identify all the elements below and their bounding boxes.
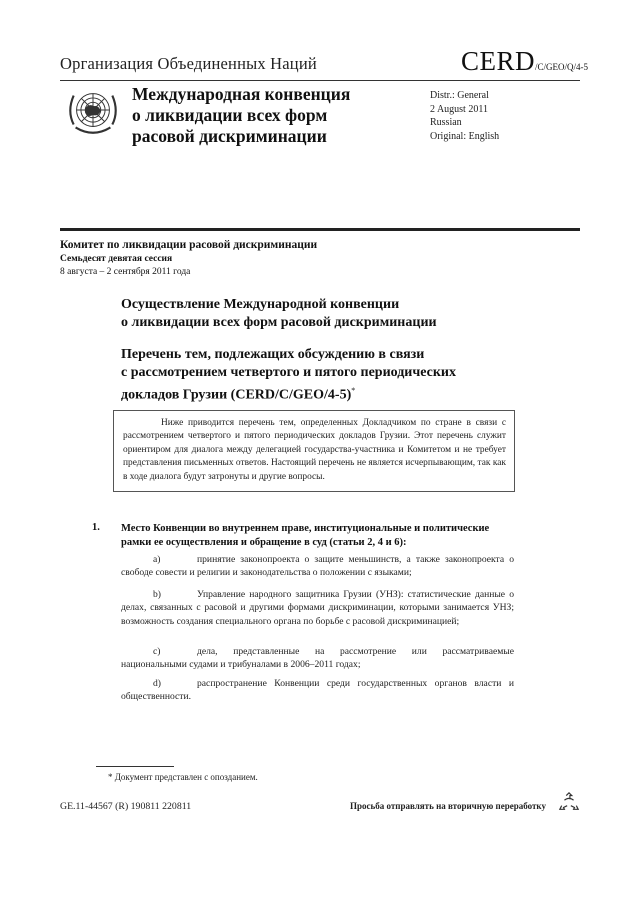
- distr-line: Distr.: General: [430, 90, 489, 101]
- committee-block: [60, 238, 317, 279]
- original-line: Original: English: [430, 130, 500, 142]
- list-item: [121, 677, 514, 704]
- job-number: GE.11-44567 (R) 190811 220811: [60, 801, 192, 812]
- header-rule: [60, 80, 580, 81]
- footnote-mark[interactable]: *: [351, 386, 356, 395]
- convention-title-line: о ликвидации всех форм: [132, 105, 328, 125]
- footnote: * Документ представлен с опозданием.: [108, 772, 258, 782]
- item-label: b): [153, 589, 161, 600]
- item-label: c): [153, 646, 161, 657]
- sub-heading-line: с рассмотрением четвертого и пятого периодических: [121, 365, 457, 380]
- item-label: a): [153, 554, 161, 565]
- organization-name: Организация Объединенных Наций: [60, 54, 317, 73]
- item-text: дела, представленные на рассмотрение или рассматриваемые национальными судами и трибуналами в 2006–2011 годах;: [121, 646, 514, 671]
- committee-name: Комитет по ликвидации расовой дискриминации: [60, 239, 318, 251]
- recycle-icon: [558, 791, 580, 813]
- list-item: [121, 645, 514, 672]
- sub-heading: [121, 346, 456, 405]
- main-heading-line: о ликвидации всех форм расовой дискриминации: [121, 315, 437, 330]
- sub-heading-line: Перечень тем, подлежащих обсуждению в связи: [121, 347, 425, 362]
- note-text: Ниже приводится перечень тем, определенных Докладчиком по стране в связи с рассмотрением четвертого и пятого периодических докладов Грузии. Этот перечень служит ориентиром для диалога между делегацией государства-участника и Комитетом и не требует представления письменных ответов. Настоящий перечень не является исчерпывающим, так как в ходе диалога будут затронуты и другие вопросы.: [123, 418, 506, 482]
- convention-title: [132, 84, 350, 147]
- section-title: Место Конвенции во внутреннем праве, институциональные и политические рамки ее осуществления и обращение в суд (статьи 2, 4 и 6):: [121, 523, 490, 548]
- item-label: d): [153, 678, 161, 689]
- language-line: Russian: [430, 117, 462, 128]
- item-text: Управление народного защитника Грузии (УНЗ): статистические данные о делах, связанных с расовой и другими формами дискриминации, которыми занимается УНЗ; возможность создания специального органа по борьбе с расовой дискриминацией;: [121, 589, 514, 627]
- main-heading: [121, 296, 437, 332]
- convention-title-line: расовой дискриминации: [132, 126, 327, 146]
- main-heading-line: Осуществление Международной конвенции: [121, 297, 400, 312]
- date-line: 2 August 2011: [430, 103, 488, 115]
- distribution-block: [430, 89, 499, 143]
- session-name: Семьдесят девятая сессия: [60, 254, 173, 264]
- item-text: распространение Конвенции среди государственных органов власти и общественности.: [121, 678, 514, 703]
- recycle-text: Просьба отправлять на вторичную переработку: [350, 801, 546, 811]
- list-item: [121, 588, 514, 628]
- un-emblem-icon: [64, 82, 122, 140]
- section-number: 1.: [92, 522, 100, 533]
- symbol-suffix: /C/GEO/Q/4-5: [535, 62, 588, 72]
- list-item: [121, 553, 514, 580]
- session-dates: 8 августа – 2 сентября 2011 года: [60, 267, 191, 277]
- convention-title-line: Международная конвенция: [132, 84, 351, 104]
- header-thick-rule: [60, 228, 580, 231]
- footnote-rule: [96, 766, 174, 767]
- item-text: принятие законопроекта о защите меньшинств, а также законопроекта о свободе совести и религии и законодательства о положении с языками;: [121, 554, 514, 579]
- document-symbol: [461, 46, 588, 77]
- note-box: [113, 410, 515, 492]
- sub-heading-line: докладов Грузии (CERD/C/GEO/4-5): [121, 387, 352, 403]
- symbol-main: CERD: [460, 46, 535, 76]
